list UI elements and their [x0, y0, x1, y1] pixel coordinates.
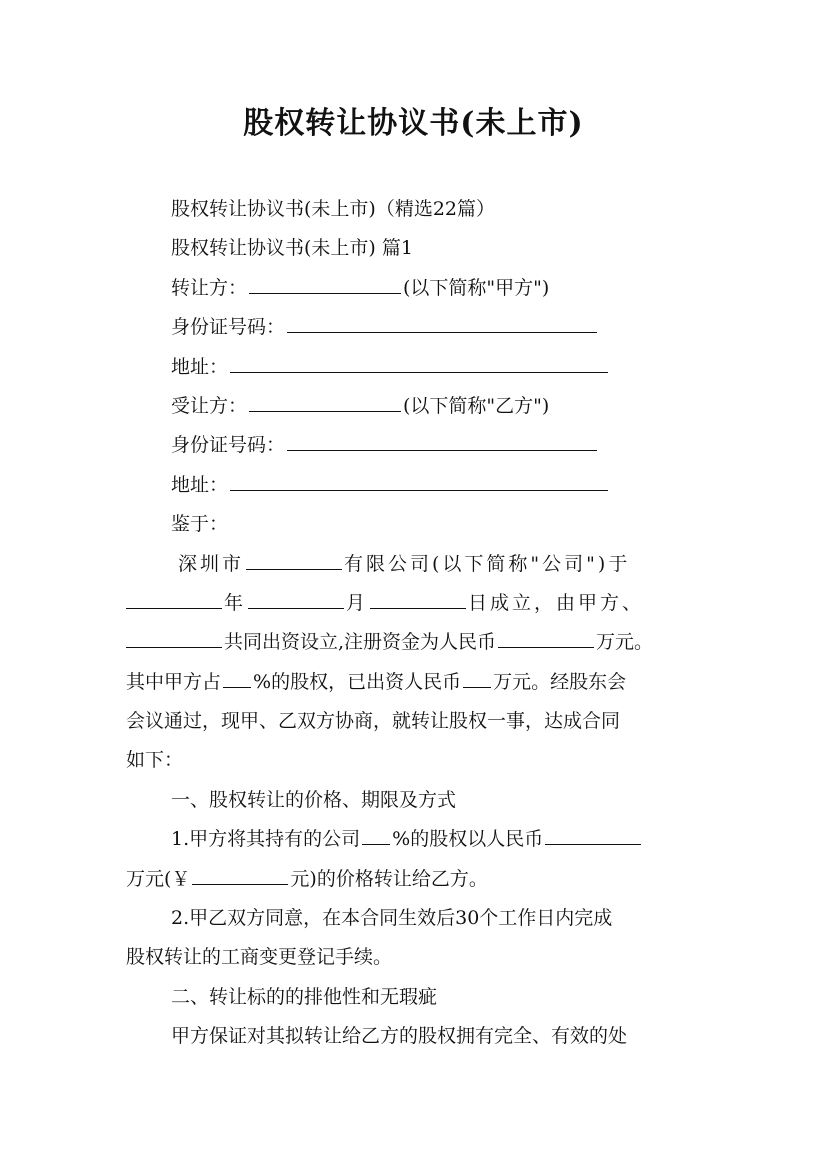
text: 地址：: [171, 473, 229, 496]
blank-field: [126, 647, 222, 648]
transferor-address-line: [126, 348, 703, 387]
text: 月: [346, 591, 369, 614]
blank-field: [246, 569, 342, 570]
text: 受让方：: [171, 394, 248, 417]
text: 股权转让的工商变更登记手续。: [126, 946, 393, 969]
text: (以下简称"甲方"): [403, 276, 550, 299]
paragraph-line: [126, 545, 703, 584]
text: 甲方保证对其拟转让给乙方的股权拥有完全、有效的处: [171, 1025, 628, 1048]
blank-field: [249, 293, 401, 294]
text: 地址：: [171, 355, 229, 378]
section-heading: [126, 229, 703, 268]
blank-field: [249, 411, 401, 412]
paragraph-line: [126, 1017, 703, 1056]
paragraph-line: [126, 860, 703, 899]
text: 深圳市: [178, 552, 245, 575]
paragraph-line: [126, 820, 703, 859]
document-body: [126, 190, 703, 1057]
text: 2.甲乙双方同意，在本合同生效后30个工作日内完成: [171, 907, 613, 930]
text: (以下简称"乙方"): [403, 394, 550, 417]
text: 共同出资设立,注册资金为人民币: [224, 631, 497, 654]
blank-field: [463, 687, 491, 688]
blank-field: [230, 490, 608, 491]
blank-field: [192, 884, 288, 885]
blank-field: [498, 647, 594, 648]
text: 鉴于：: [171, 513, 229, 536]
transferee-id-line: [126, 426, 703, 465]
whereas-line: [126, 505, 703, 544]
text: 日成立，由甲方、: [468, 591, 645, 614]
paragraph-line: [126, 623, 703, 662]
text: 万元。: [596, 631, 654, 654]
paragraph-line: [126, 899, 703, 938]
text: 股权转让协议书(未上市)（精选22篇）: [171, 198, 496, 220]
text: 其中甲方占: [126, 670, 222, 693]
transferee-line: [126, 387, 703, 426]
text: 万元。经股东会: [493, 670, 627, 693]
blank-field: [287, 450, 597, 451]
transferee-address-line: [126, 466, 703, 505]
paragraph-line: [126, 702, 703, 741]
text: %的股权，已出资人民币: [253, 670, 462, 693]
blank-field: [370, 608, 466, 609]
text: 如下：: [126, 749, 184, 772]
paragraph-line: [126, 584, 703, 623]
text: 股权转让协议书(未上市) 篇1: [171, 237, 413, 260]
paragraph-line: [126, 663, 703, 702]
blank-field: [223, 687, 251, 688]
text: 万元(￥: [126, 867, 191, 890]
text: 二、转让标的的排他性和无瑕疵: [171, 985, 438, 1008]
text: 会议通过，现甲、乙双方协商，就转让股权一事，达成合同: [126, 710, 621, 733]
section-heading: [126, 978, 703, 1017]
transferor-line: [126, 269, 703, 308]
blank-field: [126, 608, 222, 609]
text: 1.甲方将其持有的公司: [171, 828, 361, 851]
transferor-id-line: [126, 308, 703, 347]
text: %的股权以人民币: [392, 828, 544, 851]
text: 年: [224, 591, 247, 614]
text: 元)的价格转让给乙方。: [290, 867, 488, 890]
subtitle-line: [126, 190, 703, 229]
blank-field: [545, 844, 641, 845]
blank-field: [287, 332, 597, 333]
text: 身份证号码：: [171, 316, 286, 339]
paragraph-line: [126, 741, 703, 780]
text: 转让方：: [171, 276, 248, 299]
text: 身份证号码：: [171, 434, 286, 457]
text: 有限公司(以下简称"公司")于: [344, 552, 631, 575]
text: 一、股权转让的价格、期限及方式: [171, 788, 457, 811]
paragraph-line: [126, 938, 703, 977]
blank-field: [362, 844, 390, 845]
document-title: 股权转让协议书(未上市): [243, 106, 584, 141]
section-heading: [126, 781, 703, 820]
blank-field: [248, 608, 344, 609]
blank-field: [230, 372, 608, 373]
